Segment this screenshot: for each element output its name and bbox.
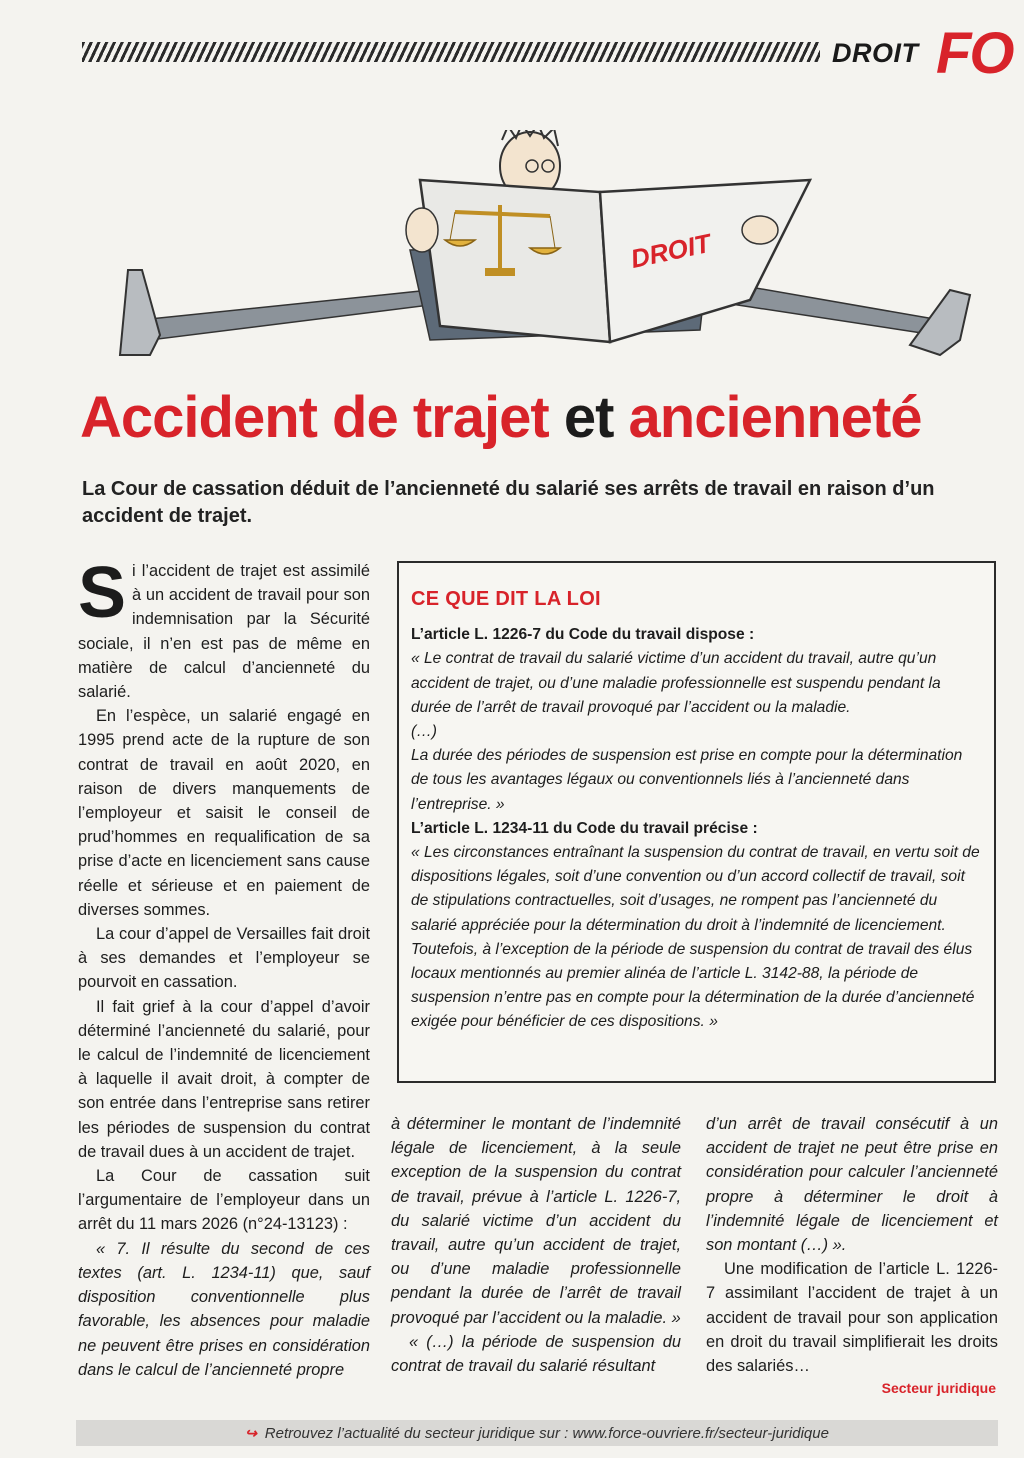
title-part-1: Accident de trajet: [80, 385, 549, 450]
book-label: DROIT: [627, 227, 714, 274]
title-part-2: et: [563, 385, 614, 450]
cartoon-illustration: [110, 130, 1000, 380]
paragraph-2: En l’espèce, un salarié engagé en 1995 prend acte de la rupture de son contrat de travail en août 2020, en raison de divers manquements de l’employeur et saisit le conseil de prud’hommes en requalification de sa prise d’acte en licenciement sans cause réelle et sérieuse et en paiement de diverses sommes.: [78, 707, 370, 919]
law-box-content: [411, 587, 983, 1035]
header-hatch-rule: [82, 42, 820, 62]
fo-logo: FO: [936, 21, 1013, 86]
column-2: [391, 1112, 681, 1378]
author-signature: Secteur juridique: [881, 1380, 996, 1396]
article-title: [80, 384, 1000, 451]
footer-link-text[interactable]: Retrouvez l’actualité du secteur juridique sur : www.force-ouvriere.fr/secteur-juridique: [264, 1424, 829, 1442]
law-box: [397, 561, 996, 1083]
paragraph-3: La cour d’appel de Versailles fait droit à ses demandes et l’employeur se pourvoit en cassation.: [78, 925, 370, 992]
article-lead: La Cour de cassation déduit de l’ancienneté du salarié ses arrêts de travail en raison d’un accident de trajet.: [82, 478, 935, 527]
law-quote-5: Toutefois, à l’exception de la période de suspension du contrat de travail des élus locaux mentionnés au premier alinéa de l’article L. 3142-88, la période de suspension n’entre pas en compte pour la détermination de la durée d’ancienneté exigée pour bénéficier de ces dispositions. »: [411, 940, 975, 1031]
drop-cap: S: [78, 553, 127, 633]
paragraph-6: « 7. Il résulte du second de ces textes (art. L. 1234-11) que, sauf disposition conventionnelle plus favorable, les absences pour maladie ne peuvent être prises en considération dans le calcul de l’ancienneté propre: [78, 1239, 370, 1379]
title-part-3: ancienneté: [628, 385, 922, 450]
arrow-icon: ↪: [245, 1424, 257, 1441]
law-quote-4: « Les circonstances entraînant la suspension du contrat de travail, en vertu soit de dispositions légales, soit d’une convention ou d’un accord collectif de travail, soit de stipulations contractuelles, soit d’usages, ne rompent pas l’ancienneté du salarié appréciée pour la détermination du droit à l’indemnité de licenciement.: [411, 844, 980, 934]
col2-paragraph-2: « (…) la période de suspension du contrat de travail du salarié résultant: [391, 1332, 681, 1376]
law-heading-2: L’article L. 1234-11 du Code du travail précise :: [411, 819, 758, 837]
section-label: DROIT: [832, 38, 919, 68]
col2-paragraph-1: à déterminer le montant de l’indemnité légale de licenciement, à la seule exception de la suspension du contrat de travail, prévue à l’article L. 1226-7, du salarié victime d’un accident du travail, autre qu’un accident de trajet, ou d’une maladie professionnelle pendant la durée de l’arrêt de travail provoqué par l’accident ou la maladie. »: [391, 1115, 681, 1327]
paragraph-1: [78, 553, 370, 704]
column-3: [706, 1112, 998, 1378]
col3-paragraph-2: Une modification de l’article L. 1226-7 assimilant l’accident de trajet à un accident de travail pour son application en droit du travail simplifierait les droits des salariés…: [706, 1260, 998, 1376]
paragraph-1-text: i l’accident de trajet est assimilé à un accident de travail pour son indemnisation par la Sécurité sociale, il n’en est pas de même en matière de calcul d’ancienneté du salarié.: [78, 562, 370, 702]
col3-paragraph-1: d’un arrêt de travail consécutif à un accident de trajet ne peut être prise en considération pour calculer l’ancienneté propre à déterminer le droit à l’indemnité légale de licenciement et son montant (…) ».: [706, 1115, 998, 1255]
law-heading-1: L’article L. 1226-7 du Code du travail dispose :: [411, 626, 755, 644]
law-quote-3: La durée des périodes de suspension est prise en compte pour la détermination de tous les avantages légaux ou conventionnels liés à l’ancienneté dans l’entreprise. »: [411, 747, 963, 813]
paragraph-4: Il fait grief à la cour d’appel d’avoir déterminé l’ancienneté du salarié, pour le calcul de l’indemnité de licenciement à laquelle il avait droit, à compter de son entrée dans l’entreprise sans retirer les périodes de suspension du contrat de travail dues à un accident de trajet.: [78, 997, 370, 1161]
footer-bar: [76, 1420, 998, 1446]
law-quote-2: (…): [411, 723, 437, 741]
law-quote-1: « Le contrat de travail du salarié victime d’un accident du travail, autre qu’un accident de trajet, ou d’une maladie professionnelle est suspendu pendant la durée de l’arrêt de travail provoqué par l’accident ou la maladie.: [411, 650, 941, 716]
column-1: [78, 553, 370, 1382]
paragraph-5: La Cour de cassation suit l’argumentaire de l’employeur dans un arrêt du 11 mars 2026 (n°24-13123) :: [78, 1167, 370, 1234]
law-box-title: CE QUE DIT LA LOI: [411, 588, 601, 610]
